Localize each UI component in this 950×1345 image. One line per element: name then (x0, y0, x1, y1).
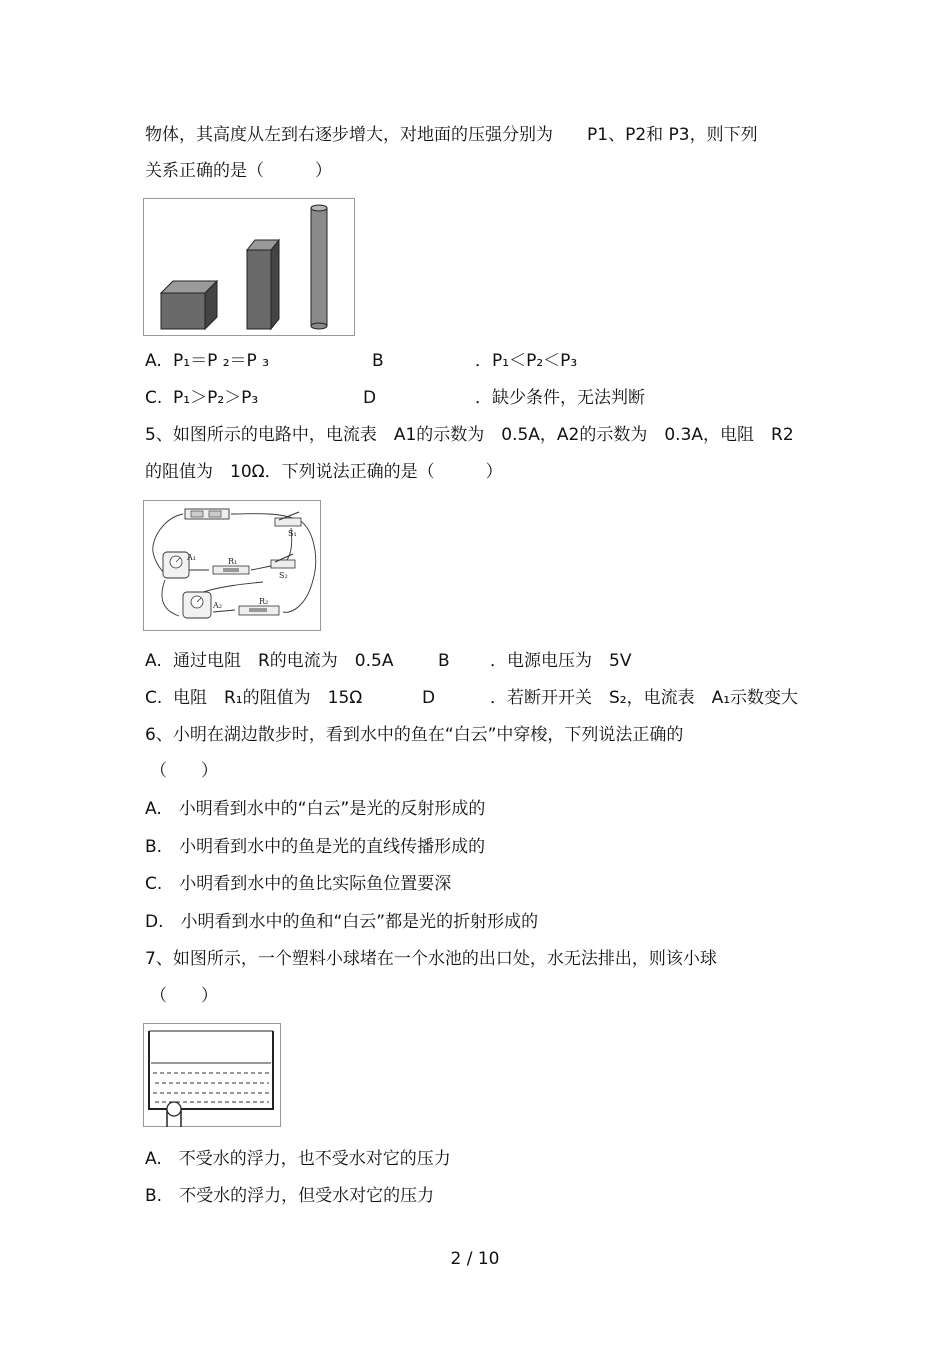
q5-option-d-letter: D (422, 688, 436, 708)
q5-option-b-text: ．电源电压为 5V (490, 651, 632, 671)
q4-option-a-letter: A. (145, 351, 162, 371)
q5-option-a-text: 通过电阻 R的电流为 0.5A (173, 651, 394, 671)
q5-option-c-text: 电阻 R₁的阻值为 15Ω (173, 688, 363, 708)
q7-option-a: A. 不受水的浮力，也不受水对它的压力 (145, 1149, 451, 1169)
q4-option-d-letter: D (363, 388, 377, 408)
q4-option-row-ab (145, 350, 845, 372)
q7-stem-line-1: 7、如图所示，一个塑料小球堵在一个水池的出口处，水无法排出，则该小球 (145, 949, 717, 969)
q4-option-b-text: ．P₁＜P₂＜P₃ (475, 351, 578, 371)
q4-stem-line-1: 物体，其高度从左到右逐步增大，对地面的压强分别为 P1、P2和 P3，则下列 (145, 125, 758, 145)
q4-option-d-text: ．缺少条件，无法判断 (475, 388, 645, 408)
ammeter-a2-icon (183, 592, 211, 618)
page-number: 2 / 10 (450, 1249, 500, 1269)
circuit-label-r1: R₁ (228, 557, 238, 566)
q5-option-b-letter: B (438, 651, 450, 671)
q5-option-row-ab (145, 650, 845, 672)
q5-stem-line-1: 5、如图所示的电路中，电流表 A1的示数为 0.5A，A2的示数为 0.3A，电阻 R2 (145, 425, 794, 445)
q4-stem-line-2: 关系正确的是（ ） (145, 161, 332, 181)
plastic-ball (167, 1102, 181, 1116)
circuit-label-r2: R₂ (259, 597, 269, 606)
circuit-label-a1: A₁ (187, 553, 196, 562)
q4-option-c-text: P₁＞P₂＞P₃ (173, 388, 259, 408)
q6-stem-line-1: 6、小明在湖边散步时，看到水中的鱼在“白云”中穿梭，下列说法正确的 (145, 725, 684, 745)
q6-option-d: D. 小明看到水中的鱼和“白云”都是光的折射形成的 (145, 912, 539, 932)
circuit-label-a2: A₂ (213, 601, 222, 610)
q5-circuit-figure (143, 500, 321, 631)
cylinder-solid (311, 205, 327, 329)
q5-stem-line-2: 的阻值为 10Ω．下列说法正确的是（ ） (145, 462, 503, 482)
q7-option-b: B. 不受水的浮力，但受水对它的压力 (145, 1186, 435, 1206)
q7-tank-figure (143, 1023, 281, 1127)
cube-solid (161, 281, 217, 329)
circuit-label-s1: S₁ (288, 529, 297, 538)
q7-stem-line-2: （ ） (150, 986, 218, 1006)
q5-option-d-text: ．若断开开关 S₂，电流表 A₁示数变大 (490, 688, 799, 708)
q5-option-c-letter: C. (145, 688, 163, 708)
battery-box (185, 509, 229, 519)
q4-option-b-letter: B (372, 351, 384, 371)
q6-option-c: C. 小明看到水中的鱼比实际鱼位置要深 (145, 874, 452, 894)
resistor-r1-icon (213, 566, 249, 574)
q6-stem-line-2: （ ） (150, 761, 218, 781)
figure-border (144, 1024, 281, 1127)
tall-prism-solid (247, 240, 279, 329)
q6-option-a: A. 小明看到水中的“白云”是光的反射形成的 (145, 799, 486, 819)
q4-option-c-letter: C. (145, 388, 163, 408)
q5-option-row-cd (145, 687, 845, 709)
q4-option-a-text: P₁＝P ₂＝P ₃ (173, 351, 270, 371)
circuit-label-s2: S₂ (279, 571, 288, 580)
q5-option-a-letter: A. (145, 651, 162, 671)
resistor-r2-icon (239, 606, 279, 615)
q6-option-b: B. 小明看到水中的鱼是光的直线传播形成的 (145, 837, 486, 857)
ammeter-a1-icon (163, 552, 189, 578)
q4-option-row-cd (145, 387, 845, 409)
q4-solids-figure (143, 198, 355, 336)
